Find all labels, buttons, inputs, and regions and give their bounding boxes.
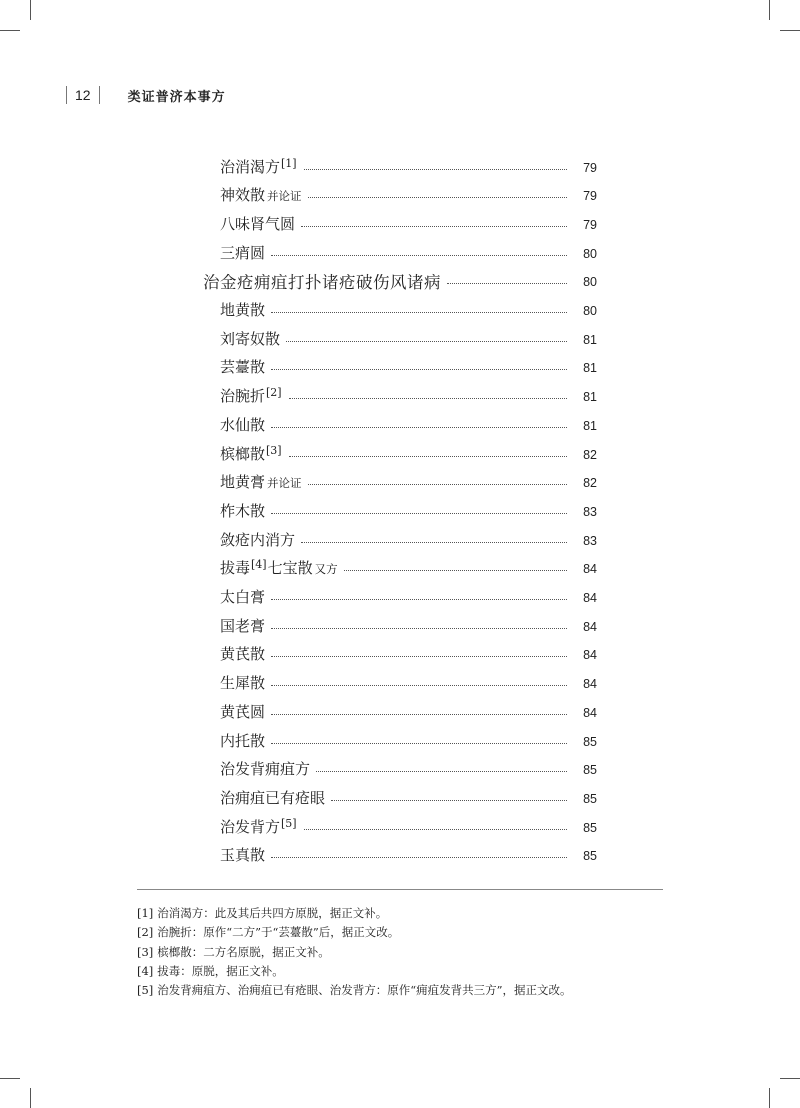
toc-entry (0, 152, 800, 180)
toc-entry (0, 238, 800, 266)
entry-text: 芸薹散 (220, 358, 266, 377)
page-number: 12 (75, 87, 91, 103)
toc-page-number: 85 (583, 849, 597, 864)
dot-leader (447, 283, 567, 284)
toc-entry (0, 353, 800, 381)
crop-mark (780, 30, 800, 31)
footnote-number: [5] (137, 983, 154, 998)
page-ref-wrapper (575, 845, 597, 864)
footnote (137, 943, 572, 962)
dot-leader (316, 771, 567, 772)
page-ref-wrapper (575, 558, 597, 577)
toc-page-number: 85 (583, 763, 597, 778)
entry-text: 八味肾气圆 (220, 214, 296, 233)
dot-leader (301, 542, 567, 543)
page-ref-wrapper (575, 673, 597, 692)
footnote-number: [2] (137, 925, 154, 940)
entry-text: 地黄膏 (220, 473, 266, 492)
toc-entry (0, 669, 800, 697)
page-ref-wrapper (575, 185, 597, 204)
toc-entry-title (220, 844, 265, 865)
entry-text-continued: 七宝散 (267, 559, 313, 578)
header-divider (66, 86, 67, 104)
page-ref-wrapper (575, 587, 597, 606)
page-ref-wrapper (575, 157, 597, 176)
footnote-text: 治腕折：原作“二方”于“芸薹散”后，据正文改。 (157, 925, 400, 940)
toc-entry-title (220, 529, 295, 550)
dot-leader (289, 456, 567, 457)
toc-entry (0, 181, 800, 209)
entry-text: 柞木散 (220, 501, 266, 520)
toc-page-number: 85 (583, 820, 597, 835)
toc-entry (0, 841, 800, 869)
toc-page-number: 85 (583, 734, 597, 749)
footnote-marker: [3] (266, 443, 282, 457)
dot-leader (271, 599, 567, 600)
crop-mark (0, 30, 20, 31)
toc-page-number: 80 (583, 246, 597, 261)
entry-text: 三痟圆 (220, 243, 266, 262)
page-ref-wrapper (575, 817, 597, 836)
crop-mark (30, 0, 31, 20)
toc-section-heading (0, 267, 800, 295)
toc-entry-title (220, 787, 325, 808)
toc-entry-title (220, 471, 302, 492)
toc-entry (0, 755, 800, 783)
running-header (66, 84, 226, 106)
dot-leader (286, 341, 567, 342)
toc-page-number: 85 (583, 791, 597, 806)
page-ref-wrapper (575, 788, 597, 807)
toc-page-number: 84 (583, 648, 597, 663)
footnote-text: 槟榔散：二方名原脱，据正文补。 (157, 944, 330, 959)
dot-leader (271, 427, 567, 428)
dot-leader (271, 312, 567, 313)
toc-entry (0, 697, 800, 725)
toc-entry (0, 410, 800, 438)
toc-entry (0, 439, 800, 467)
toc-entry-title (220, 500, 265, 521)
toc-page-number: 79 (583, 160, 597, 175)
toc-entry (0, 583, 800, 611)
entry-text: 治金疮痈疽打扑诸疮破伤风诸病 (203, 272, 441, 292)
toc-entry-title (220, 414, 265, 435)
entry-annotation: 并论证 (267, 189, 302, 204)
page-ref-wrapper (575, 616, 597, 635)
toc-entry-title (220, 643, 265, 664)
footnote-rule (137, 889, 663, 890)
toc-page-number: 80 (583, 275, 597, 290)
page-ref-wrapper (575, 243, 597, 262)
footnote-number: [3] (137, 944, 154, 959)
toc-page-number: 81 (583, 361, 597, 376)
dot-leader (304, 829, 567, 830)
toc-page-number: 81 (583, 418, 597, 433)
toc-page-number: 79 (583, 217, 597, 232)
entry-text: 刘寄奴散 (220, 329, 281, 348)
page-ref-wrapper (575, 702, 597, 721)
footnote (137, 962, 572, 981)
entry-text: 玉真散 (220, 846, 266, 865)
toc-entry-title (220, 672, 265, 693)
toc-page-number: 84 (583, 591, 597, 605)
footnote-number: [1] (137, 906, 154, 920)
toc-page-number: 82 (583, 476, 597, 491)
dot-leader (271, 656, 567, 657)
footnote-number: [4] (137, 963, 154, 978)
footnote-marker: [2] (266, 386, 282, 400)
toc-page-number: 84 (583, 619, 597, 634)
entry-text: 治痈疽已有疮眼 (220, 788, 326, 807)
toc-entry-title (220, 385, 283, 406)
toc-entry-title (220, 615, 265, 636)
toc-page-number: 82 (583, 447, 597, 462)
toc-entry-title (220, 816, 298, 837)
toc-entry-title (220, 758, 310, 779)
toc-page-number: 80 (583, 304, 597, 318)
footnote-text: 治发背痈疽方、治痈疽已有疮眼、治发背方：原作“痈疽发背共三方”，据正文改。 (157, 983, 572, 998)
toc-entry (0, 324, 800, 352)
toc-entry (0, 209, 800, 237)
entry-text: 敛疮内消方 (220, 530, 296, 549)
entry-text: 槟榔散 (220, 444, 266, 463)
toc-page-number: 81 (583, 332, 597, 347)
toc-entry (0, 783, 800, 811)
dot-leader (304, 169, 567, 170)
page-ref-wrapper (575, 501, 597, 520)
crop-mark (0, 1078, 20, 1079)
toc-page-number: 81 (583, 390, 597, 405)
toc-entry (0, 640, 800, 668)
crop-mark (769, 1088, 770, 1108)
toc-entry-title (220, 586, 265, 607)
entry-text: 生犀散 (220, 674, 266, 693)
toc-entry (0, 382, 800, 410)
toc-entry-title (220, 299, 265, 320)
entry-text: 治发背方 (220, 817, 281, 836)
page-ref-wrapper (575, 329, 597, 348)
dot-leader (271, 369, 567, 370)
footnote-marker: [4] (251, 558, 267, 572)
dot-leader (331, 800, 567, 801)
footnote (137, 904, 572, 923)
dot-leader (271, 743, 567, 744)
toc-entry (0, 525, 800, 553)
book-title: 类证普济本事方 (127, 89, 226, 105)
footnote-text: 拔毒：原脱，据正文补。 (157, 963, 284, 978)
entry-text: 国老膏 (220, 616, 266, 635)
page-ref-wrapper (575, 444, 597, 463)
footnote-marker: [1] (281, 156, 297, 170)
dot-leader (344, 570, 567, 571)
footnote (137, 923, 572, 942)
toc-entry-title (203, 269, 441, 293)
dot-leader (308, 197, 567, 198)
toc-entry-title (220, 156, 298, 177)
page-ref-wrapper (575, 300, 597, 319)
toc-entry (0, 726, 800, 754)
dot-leader (271, 513, 567, 514)
entry-text: 治发背痈疽方 (220, 760, 311, 779)
dot-leader (271, 714, 567, 715)
entry-annotation: 又方 (314, 562, 338, 577)
entry-text: 治消渴方 (220, 157, 281, 176)
dot-leader (289, 398, 567, 399)
entry-annotation: 并论证 (267, 476, 302, 491)
dot-leader (271, 628, 567, 629)
toc-page-number: 79 (583, 189, 597, 204)
toc-page-number: 83 (583, 533, 597, 548)
toc-page-number: 84 (583, 562, 597, 577)
crop-mark (780, 1078, 800, 1079)
toc-entry-title (220, 184, 302, 205)
entry-text: 拔毒 (220, 559, 251, 578)
page-ref-wrapper (575, 472, 597, 491)
toc-entry-title (220, 443, 283, 464)
footnote (137, 981, 572, 1000)
toc-entry (0, 468, 800, 496)
entry-text: 黄芪圆 (220, 702, 266, 721)
toc-entry-title (220, 730, 265, 751)
toc-entry (0, 554, 800, 582)
page-ref-wrapper (575, 731, 597, 750)
toc-entry (0, 296, 800, 324)
dot-leader (308, 484, 567, 485)
toc-page-number: 84 (583, 677, 597, 692)
footnotes (137, 904, 572, 1000)
dot-leader (271, 685, 567, 686)
dot-leader (271, 255, 567, 256)
dot-leader (271, 857, 567, 858)
page-ref-wrapper (575, 530, 597, 549)
page-ref-wrapper (575, 357, 597, 376)
toc-entry-title (220, 557, 338, 578)
entry-text: 黄芪散 (220, 645, 266, 664)
page-ref-wrapper (575, 415, 597, 434)
page-ref-wrapper (575, 644, 597, 663)
footnote-marker: [5] (281, 816, 297, 830)
page-ref-wrapper (575, 271, 597, 290)
toc-entry-title (220, 213, 295, 234)
toc-entry (0, 611, 800, 639)
toc-page-number: 84 (583, 705, 597, 720)
entry-text: 治腕折 (220, 387, 266, 406)
entry-text: 神效散 (220, 186, 266, 205)
toc-entry-title (220, 701, 265, 722)
toc-entry (0, 812, 800, 840)
crop-mark (30, 1088, 31, 1108)
toc-page-number: 83 (583, 504, 597, 519)
toc-entry-title (220, 242, 265, 263)
page-ref-wrapper (575, 386, 597, 405)
header-divider (99, 86, 100, 104)
entry-text: 内托散 (220, 731, 266, 750)
crop-mark (769, 0, 770, 20)
entry-text: 太白膏 (220, 588, 266, 606)
toc-entry-title (220, 356, 265, 377)
page-ref-wrapper (575, 759, 597, 778)
entry-text: 地黄散 (220, 301, 266, 319)
dot-leader (301, 226, 567, 227)
footnote-text: 治消渴方：此及其后共四方原脱，据正文补。 (157, 906, 388, 920)
page-ref-wrapper (575, 214, 597, 233)
toc-entry-title (220, 328, 280, 349)
entry-text: 水仙散 (220, 415, 266, 434)
toc-entry (0, 496, 800, 524)
